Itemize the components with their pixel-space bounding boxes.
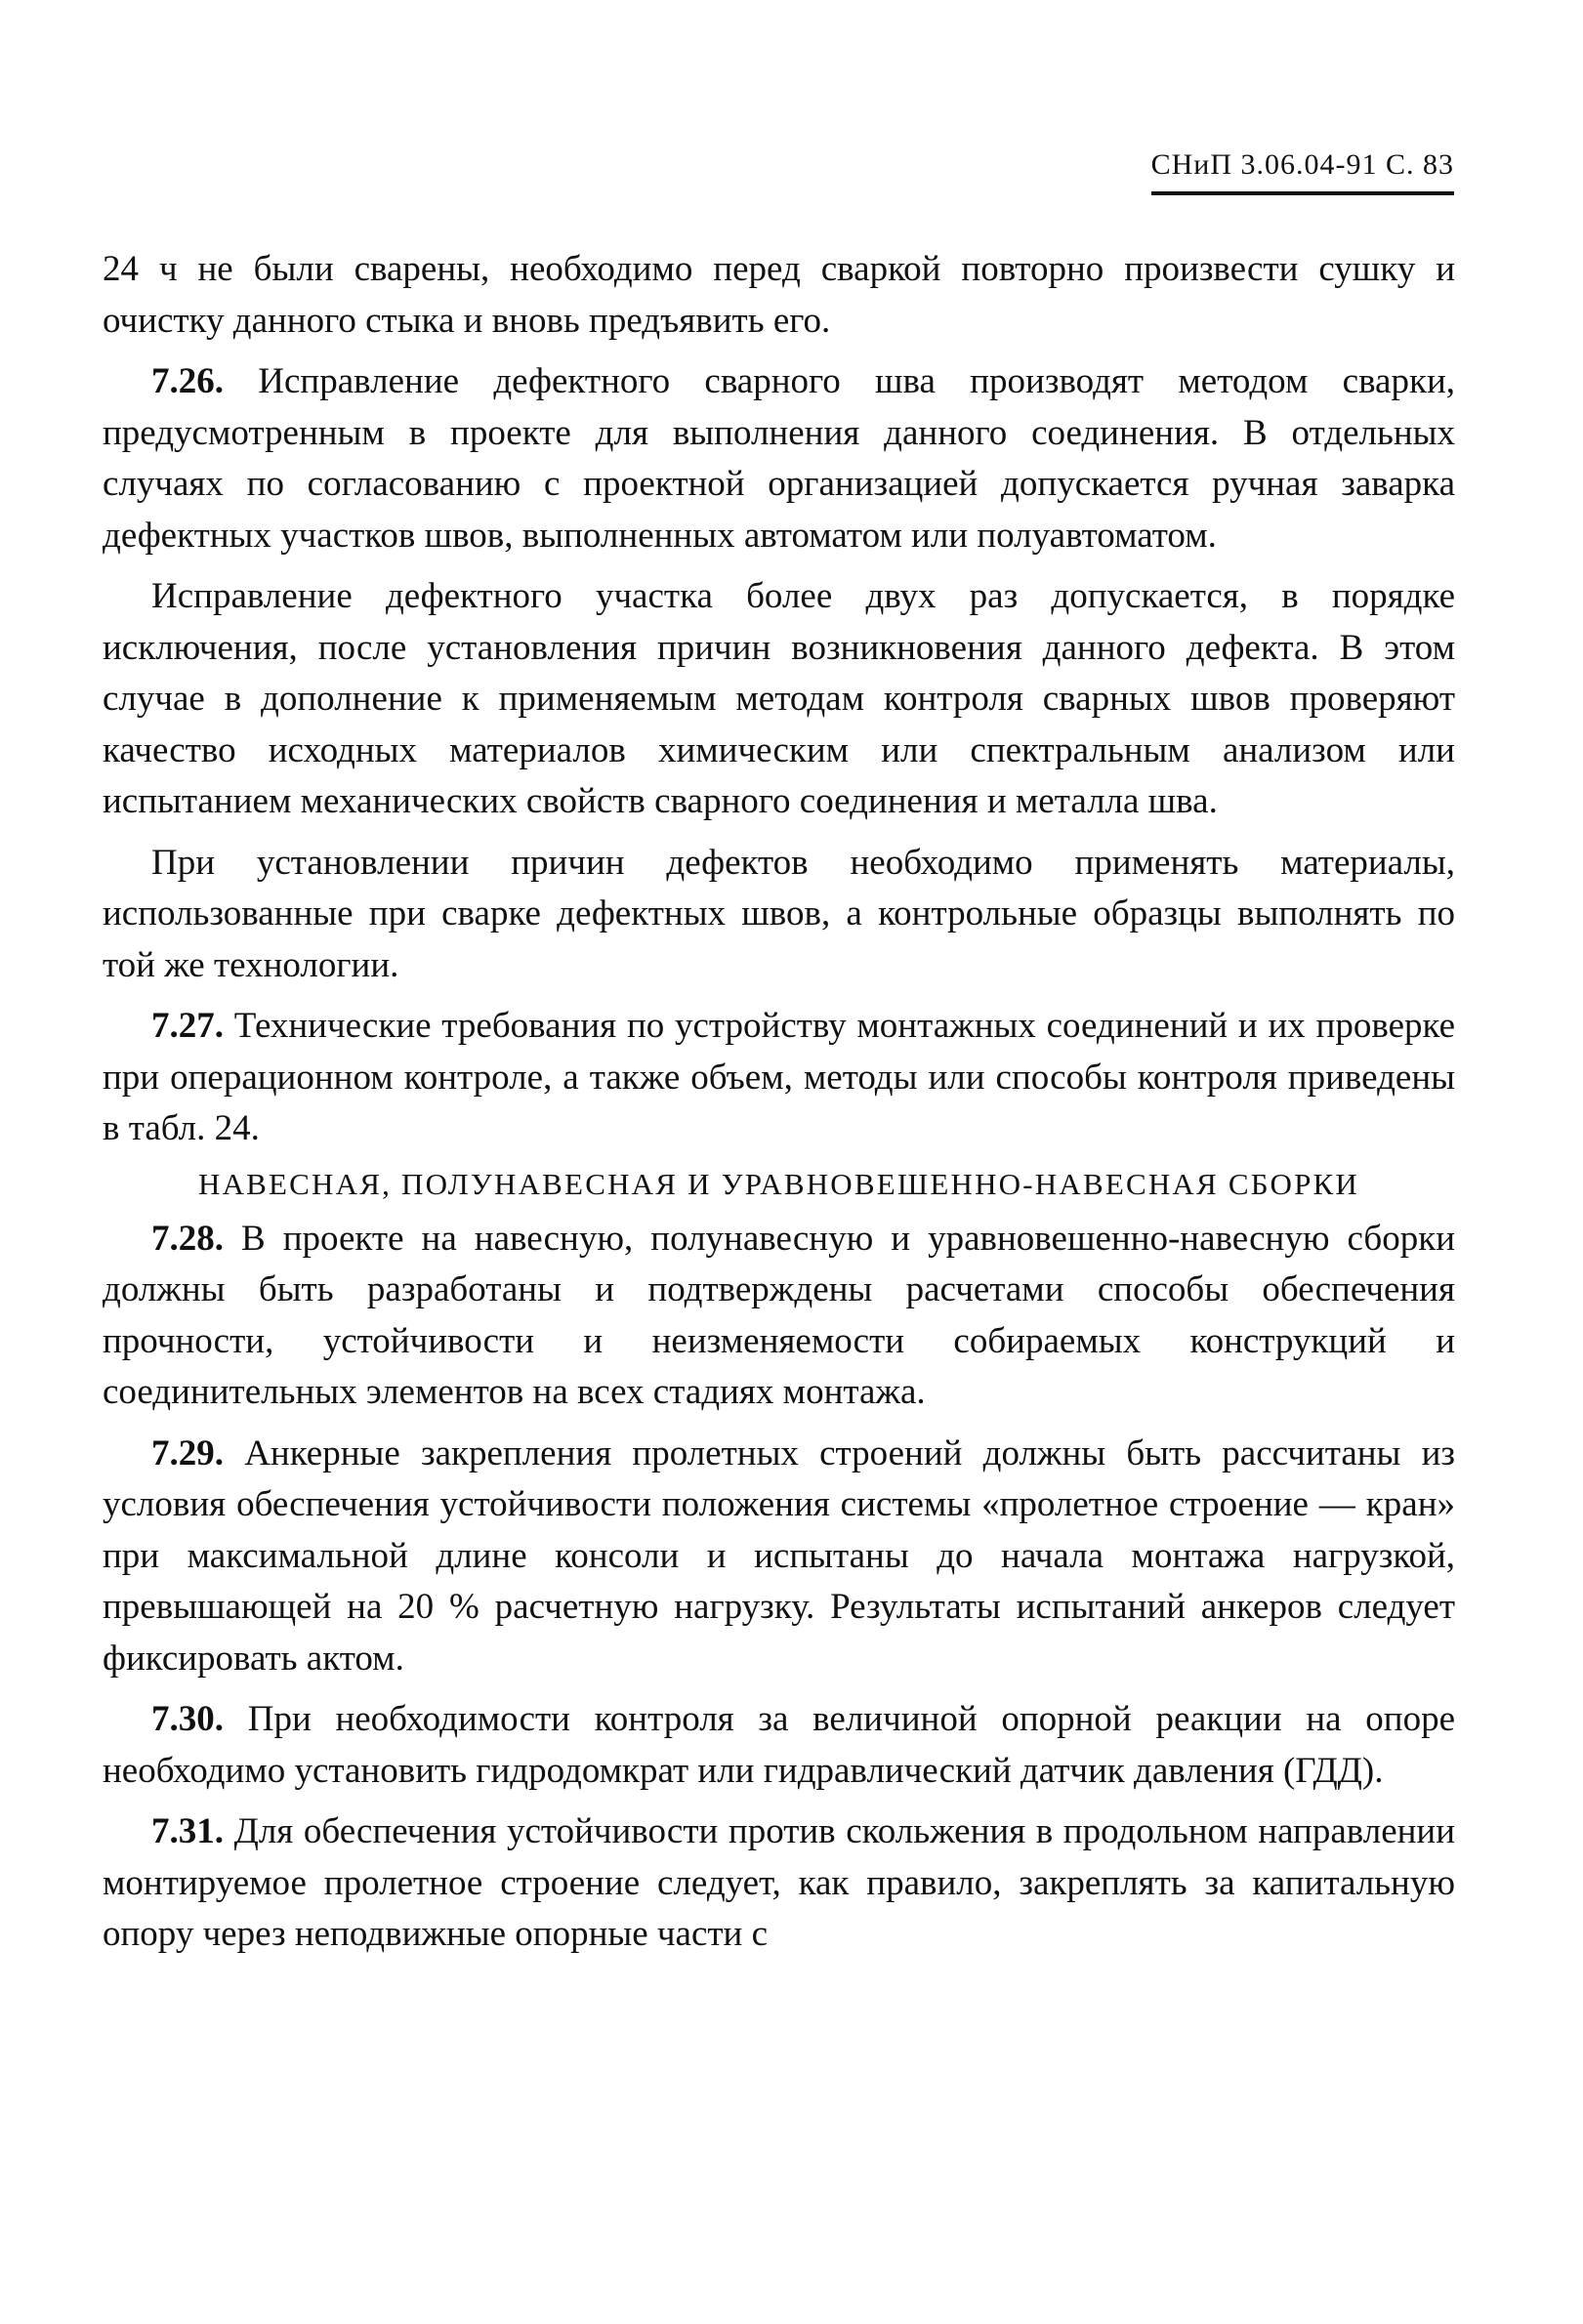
- paragraph-7-28: [103, 1214, 1455, 1419]
- section-heading: НАВЕСНАЯ, ПОЛУНАВЕСНАЯ И УРАВНОВЕШЕННО-НАВЕСНАЯ СБОРКИ: [197, 1166, 1359, 1201]
- paragraph-text: Исправление дефектного участка более двух раз допускается, в порядке исключения, после установления причин возникновения данного дефекта. В этом случае в дополнение к применяемым методам контроля сварных швов проверяют качество исходных материалов химическим или спектральным анализом или испытанием механических свойств сварного соединения и металла шва.: [103, 576, 1455, 821]
- paragraph-7-30: [103, 1694, 1455, 1797]
- paragraph-text: Исправление дефектного сварного шва производят методом сварки, предусмотренным в проекте для выполнения данного соединения. В отдельных случаях по согласованию с проектной организацией допускается ручная заварка дефектных участков швов, выполненных автоматом или полуавтоматом.: [103, 361, 1455, 556]
- paragraph-text: При установлении причин дефектов необходимо применять материалы, использованные при сварке дефектных швов, а контрольные образцы выполнять по той же технологии.: [103, 842, 1455, 985]
- running-head: СНиП 3.06.04-91 С. 83: [1151, 148, 1454, 195]
- clause-number: 7.27.: [151, 1006, 224, 1046]
- clause-number: 7.30.: [151, 1699, 224, 1739]
- paragraph-7-26-repair: [103, 571, 1455, 828]
- paragraph-7-31: [103, 1806, 1455, 1961]
- paragraph-text: При необходимости контроля за величиной опорной реакции на опоре необходимо установить гидродомкрат или гидравлический датчик давления (ГДД).: [103, 1699, 1455, 1791]
- clause-number: 7.29.: [151, 1432, 224, 1473]
- paragraph-7-26-materials: [103, 838, 1455, 992]
- paragraph-text: В проекте на навесную, полунавесную и уравновешенно-навесную сборки должны быть разработаны и подтверждены расчетами способы обеспечения прочности, устойчивости и неизменяемости собираемых конструкций и соединительных элементов на всех стадиях монтажа.: [103, 1218, 1455, 1412]
- paragraph-text: Анкерные закрепления пролетных строений должны быть рассчитаны из условия обеспечения устойчивости положения системы «пролетное строение — кран» при максимальной длине консоли и испытаны до начала монтажа нагрузкой, превышающей на 20 % расчетную нагрузку. Результаты испытаний анкеров следует фиксировать актом.: [103, 1432, 1456, 1679]
- clause-number: 7.26.: [151, 361, 224, 401]
- clause-number: 7.28.: [151, 1218, 224, 1259]
- paragraph-text: Для обеспечения устойчивости против скольжения в продольном направлении монтируемое пролетное строение следует, как правило, закреплять за капитальную опору через неподвижные опорные части с: [103, 1811, 1456, 1954]
- paragraph-text: Технические требования по устройству монтажных соединений и их проверке при операционном контроле, а также объем, методы или способы контроля приведены в табл. 24.: [103, 1006, 1455, 1148]
- paragraph-7-29: [103, 1429, 1455, 1685]
- paragraph-7-26: [103, 356, 1455, 561]
- paragraph-text: 24 ч не были сварены, необходимо перед сваркой повторно произвести сушку и очистку данного стыка и вновь предъявить его.: [103, 249, 1455, 341]
- body-text: [103, 244, 1455, 1971]
- paragraph-7-27: [103, 1001, 1455, 1155]
- clause-number: 7.31.: [151, 1811, 224, 1851]
- paragraph-continuation: [103, 244, 1455, 347]
